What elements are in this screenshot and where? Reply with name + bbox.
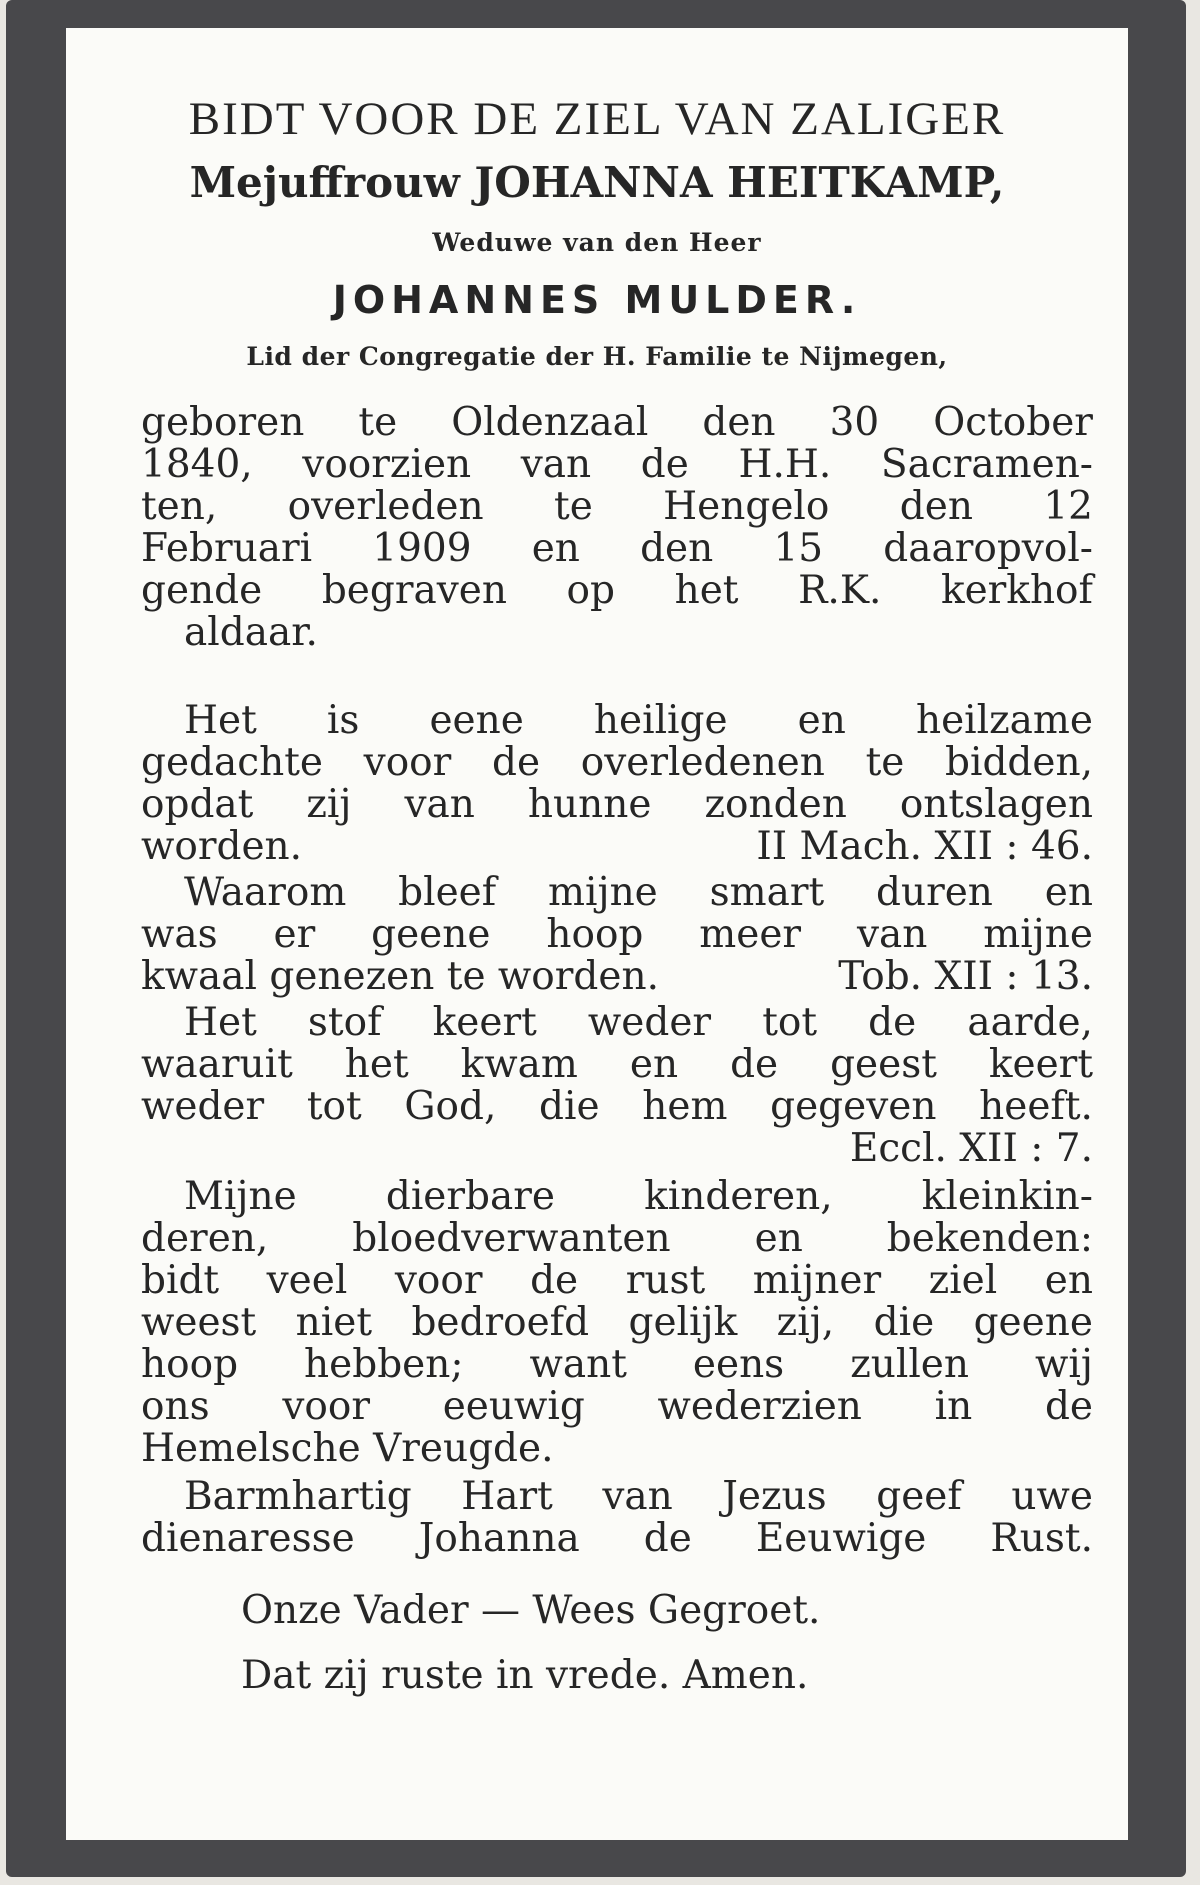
prayer-line: Barmhartig Hart van Jezus geef uwe [184,1474,1093,1519]
scripture-quote-line: kwaal genezen te worden. [141,954,659,999]
scripture-quote-line: gedachte voor de overledenen te bidden, [141,740,1093,785]
scripture-quote-line: opdat zij van hunne zonden ontslagen [141,782,1093,827]
husband-name: JOHANNES MULDER. [332,278,862,322]
scripture-reference: Tob. XII : 13. [838,954,1093,999]
congregation-line: Lid der Congregatie der H. Familie te Nijmegen, [246,342,948,371]
scripture-quote-line: waaruit het kwam en de geest keert [141,1042,1093,1087]
scripture-quote-line: Het is eene heilige en heilzame [184,698,1093,743]
biography-line: ten, overleden te Hengelo den 12 [141,484,1093,529]
message-line: ons voor eeuwig wederzien in de [141,1384,1093,1429]
message-line: Mijne dierbare kinderen, kleinkin- [184,1174,1093,1219]
biography-line: gende begraven op het R.K. kerkhof [141,568,1093,613]
scripture-quote-line: Waarom bleef mijne smart duren en [184,870,1093,915]
message-line: weest niet bedroefd gelijk zij, die geene [141,1300,1093,1345]
biography-line: geboren te Oldenzaal den 30 October [141,400,1093,445]
scripture-quote-line: worden. [141,824,303,869]
message-line: bidt veel voor de rust mijner ziel en [141,1258,1093,1303]
deceased-name: Mejuffrouw JOHANNA HEITKAMP, [189,158,1005,207]
biography-line: 1840, voorzien van de H.H. Sacramen- [141,442,1093,487]
memorial-card [6,0,1186,1877]
header-prayer-line: BIDT VOOR DE ZIEL VAN ZALIGER [188,93,1006,145]
biography-line: Februari 1909 en den 15 daaropvol- [141,526,1093,571]
closing-blessing: Dat zij ruste in vrede. Amen. [241,1653,809,1698]
scripture-reference: II Mach. XII : 46. [756,824,1093,869]
message-line: deren, bloedverwanten en bekenden: [141,1216,1093,1261]
message-line: hoop hebben; want eens zullen wij [141,1342,1093,1387]
scripture-quote-line: was er geene hoop meer van mijne [141,912,1093,957]
closing-prayer: Onze Vader — Wees Gegroet. [241,1588,821,1633]
card-paper [66,28,1128,1840]
scripture-quote-line: weder tot God, die hem gegeven heeft. [141,1084,1093,1129]
widow-line: Weduwe van den Heer [432,228,762,257]
scripture-quote-line: Het stof keert weder tot de aarde, [184,1000,1093,1045]
prayer-line: dienaresse Johanna de Eeuwige Rust. [141,1516,1093,1561]
message-line: Hemelsche Vreugde. [141,1426,554,1471]
scripture-reference: Eccl. XII : 7. [849,1126,1093,1171]
biography-line: aldaar. [184,610,318,655]
